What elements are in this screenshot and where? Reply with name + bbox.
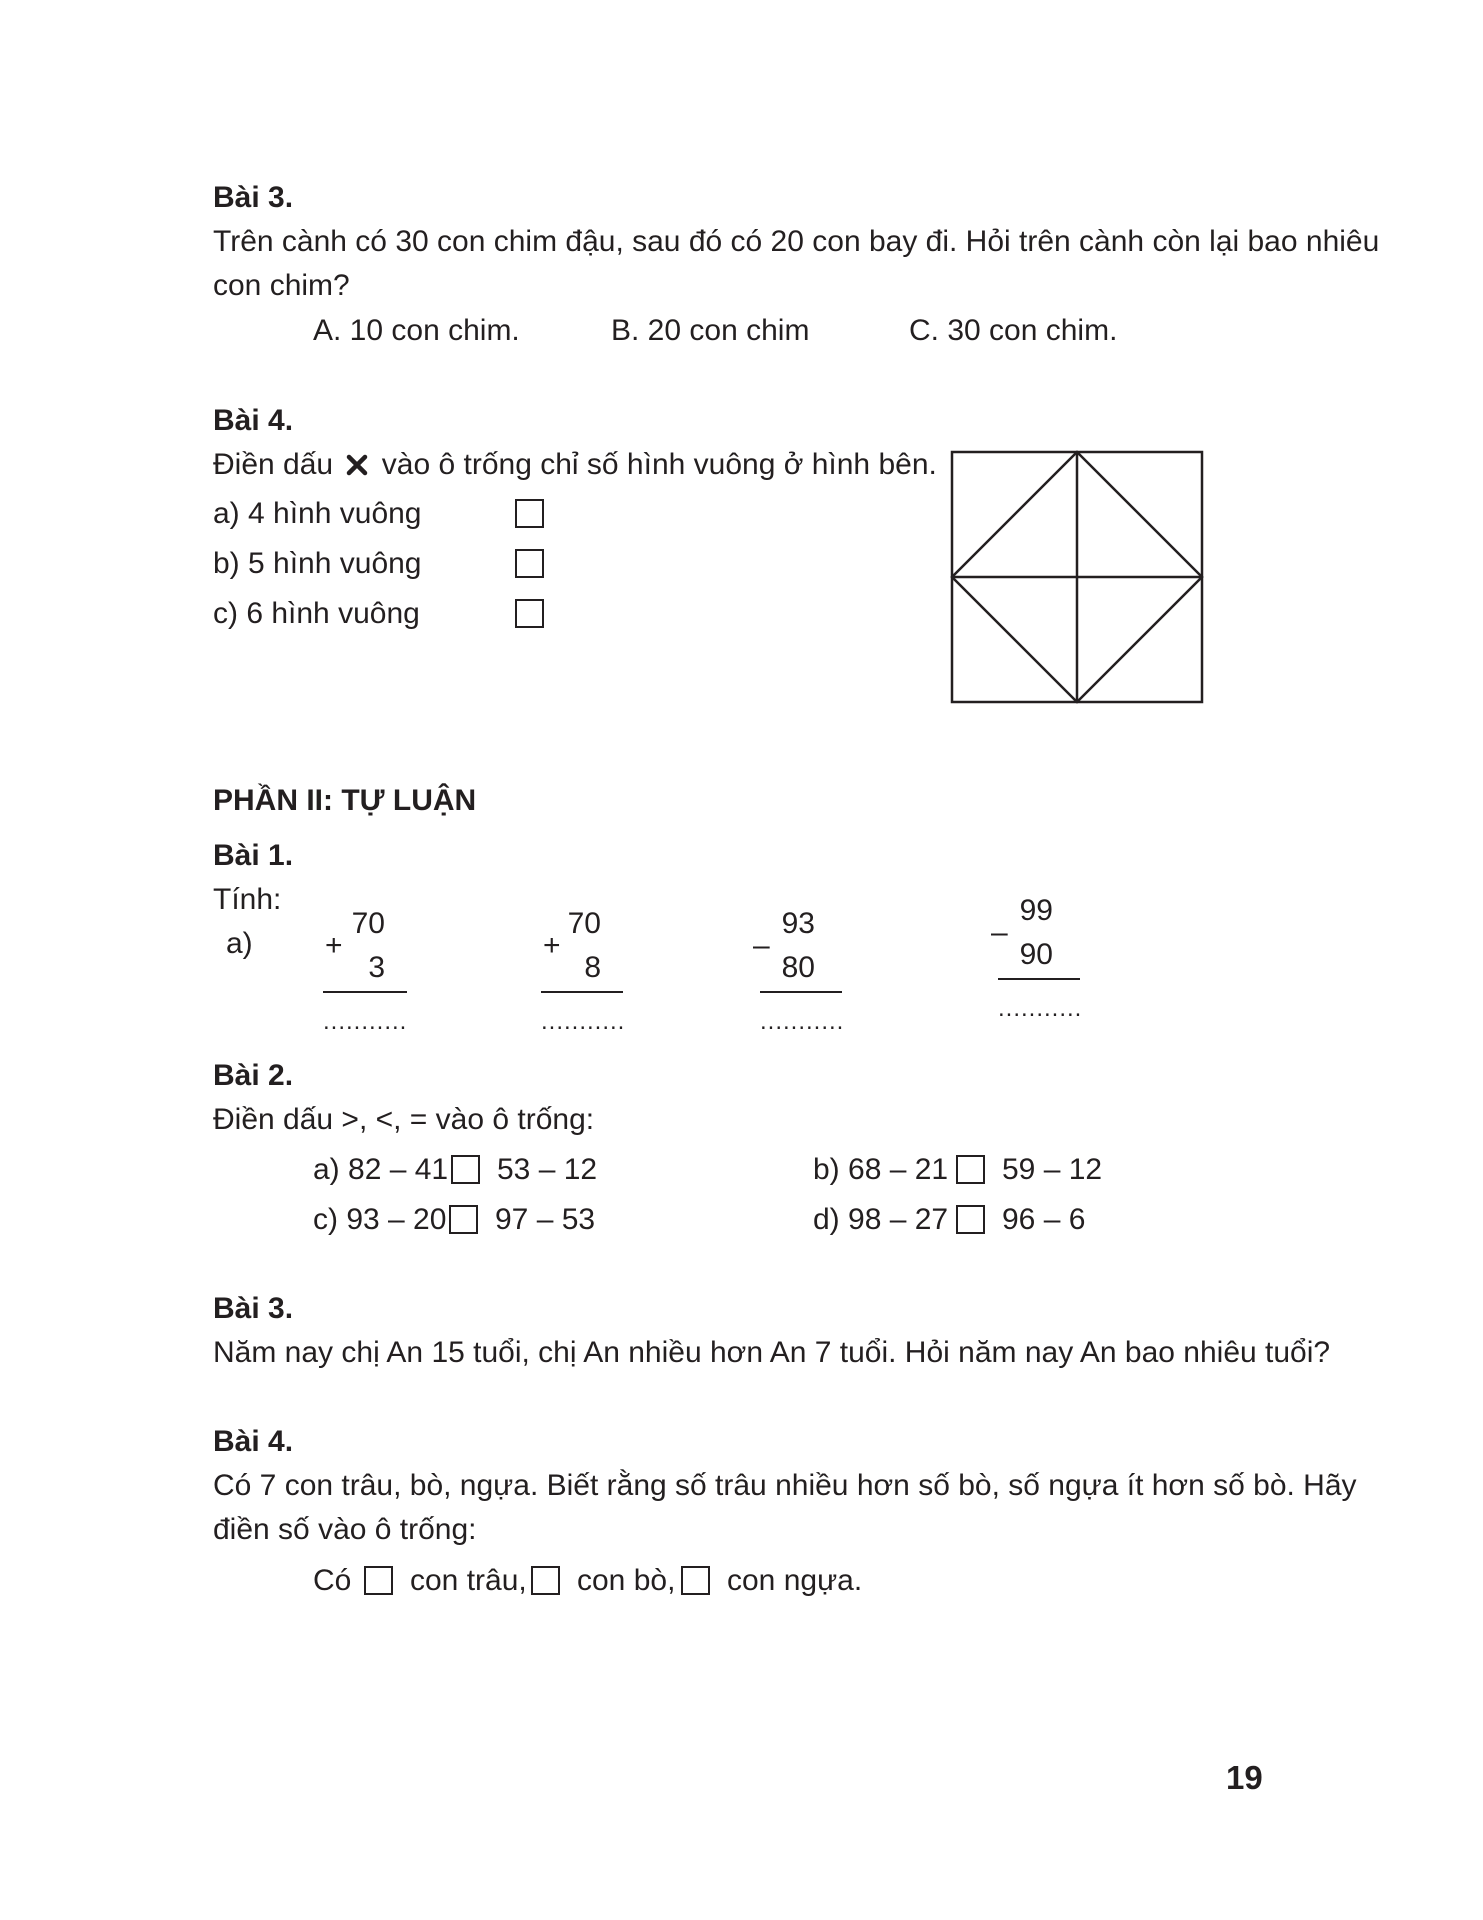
bai4-checkbox-a[interactable] bbox=[515, 499, 544, 528]
bai4b-title: Bài 4. bbox=[213, 1425, 294, 1458]
bai4-item-a: a) 4 hình vuông bbox=[213, 497, 422, 530]
bai2-a-right: 53 – 12 bbox=[497, 1153, 598, 1186]
bai2-b-right: 59 – 12 bbox=[1002, 1153, 1103, 1186]
bai4-title: Bài 4. bbox=[213, 404, 294, 437]
bai2-c-right: 97 – 53 bbox=[495, 1203, 596, 1236]
bai2-b-box[interactable] bbox=[956, 1155, 985, 1184]
squares-figure bbox=[950, 450, 1205, 706]
bai2-a-left: a) 82 – 41 bbox=[313, 1153, 449, 1186]
bai4b-label-trau: con trâu, bbox=[410, 1564, 527, 1597]
bai4-item-b: b) 5 hình vuông bbox=[213, 547, 422, 580]
bai3-option-c[interactable]: C. 30 con chim. bbox=[909, 314, 1118, 347]
op3-answer[interactable]: ........... bbox=[760, 1008, 845, 1035]
op2-top: 70 bbox=[567, 907, 601, 940]
bai2-b-left: b) 68 – 21 bbox=[813, 1153, 949, 1186]
op4-top: 99 bbox=[1019, 894, 1053, 927]
op2-line bbox=[541, 991, 623, 993]
bai3-question-line1: Trên cành có 30 con chim đậu, sau đó có 20 con bay đi. Hỏi trên cành còn lại bao nhiêu bbox=[213, 225, 1380, 258]
bai3-title: Bài 3. bbox=[213, 181, 294, 214]
op3-sign: – bbox=[753, 929, 770, 962]
op4-bottom: 90 bbox=[1019, 938, 1053, 971]
bai4b-box-trau[interactable] bbox=[364, 1566, 393, 1595]
bai2-c-box[interactable] bbox=[449, 1205, 478, 1234]
bai1-instruction: Tính: bbox=[213, 883, 282, 916]
bai4-checkbox-b[interactable] bbox=[515, 549, 544, 578]
bai3-option-a[interactable]: A. 10 con chim. bbox=[313, 314, 520, 347]
op4-answer[interactable]: ........... bbox=[998, 995, 1083, 1022]
bai4-instruction-before: Điền dấu bbox=[213, 448, 334, 481]
bai3b-question: Năm nay chị An 15 tuổi, chị An nhiều hơn An 7 tuổi. Hỏi năm nay An bao nhiêu tuổi? bbox=[213, 1336, 1331, 1369]
bai3-option-b[interactable]: B. 20 con chim bbox=[611, 314, 810, 347]
bai4-instruction bbox=[213, 447, 937, 483]
bai2-d-right: 96 – 6 bbox=[1002, 1203, 1086, 1236]
bai4b-label-bo: con bò, bbox=[577, 1564, 676, 1597]
bai3b-title: Bài 3. bbox=[213, 1292, 294, 1325]
bai4-instruction-after: vào ô trống chỉ số hình vuông ở hình bên. bbox=[381, 448, 937, 481]
op1-top: 70 bbox=[351, 907, 385, 940]
bai4b-box-bo[interactable] bbox=[531, 1566, 560, 1595]
op2-bottom: 8 bbox=[584, 951, 601, 984]
op4-sign: – bbox=[991, 916, 1008, 949]
x-mark-icon bbox=[345, 450, 369, 474]
bai4-checkbox-c[interactable] bbox=[515, 599, 544, 628]
part2-title: PHẦN II: TỰ LUẬN bbox=[213, 784, 477, 817]
op1-answer[interactable]: ........... bbox=[323, 1008, 408, 1035]
op2-sign: + bbox=[543, 929, 561, 962]
bai2-a-box[interactable] bbox=[451, 1155, 480, 1184]
op1-sign: + bbox=[325, 929, 343, 962]
bai2-c-left: c) 93 – 20 bbox=[313, 1203, 447, 1236]
op1-bottom: 3 bbox=[368, 951, 385, 984]
bai4b-box-ngua[interactable] bbox=[681, 1566, 710, 1595]
bai3-question-line2: con chim? bbox=[213, 269, 350, 302]
page-number: 19 bbox=[1226, 1759, 1263, 1796]
op3-bottom: 80 bbox=[781, 951, 815, 984]
bai4b-label-ngua: con ngựa. bbox=[727, 1564, 863, 1597]
bai4-item-c: c) 6 hình vuông bbox=[213, 597, 420, 630]
op3-line bbox=[760, 991, 842, 993]
bai4b-co-label: Có bbox=[313, 1564, 352, 1597]
op4-line bbox=[998, 978, 1080, 980]
bai2-d-left: d) 98 – 27 bbox=[813, 1203, 949, 1236]
bai1-title: Bài 1. bbox=[213, 839, 294, 872]
bai2-d-box[interactable] bbox=[956, 1205, 985, 1234]
bai1-label-a: a) bbox=[226, 927, 253, 960]
op2-answer[interactable]: ........... bbox=[541, 1008, 626, 1035]
op3-top: 93 bbox=[781, 907, 815, 940]
bai4b-question-line1: Có 7 con trâu, bò, ngựa. Biết rằng số trâu nhiều hơn số bò, số ngựa ít hơn số bò. Hãy bbox=[213, 1469, 1357, 1502]
bai4b-question-line2: điền số vào ô trống: bbox=[213, 1513, 477, 1546]
bai2-title: Bài 2. bbox=[213, 1059, 294, 1092]
bai2-instruction: Điền dấu >, <, = vào ô trống: bbox=[213, 1103, 595, 1136]
op1-line bbox=[323, 991, 407, 993]
